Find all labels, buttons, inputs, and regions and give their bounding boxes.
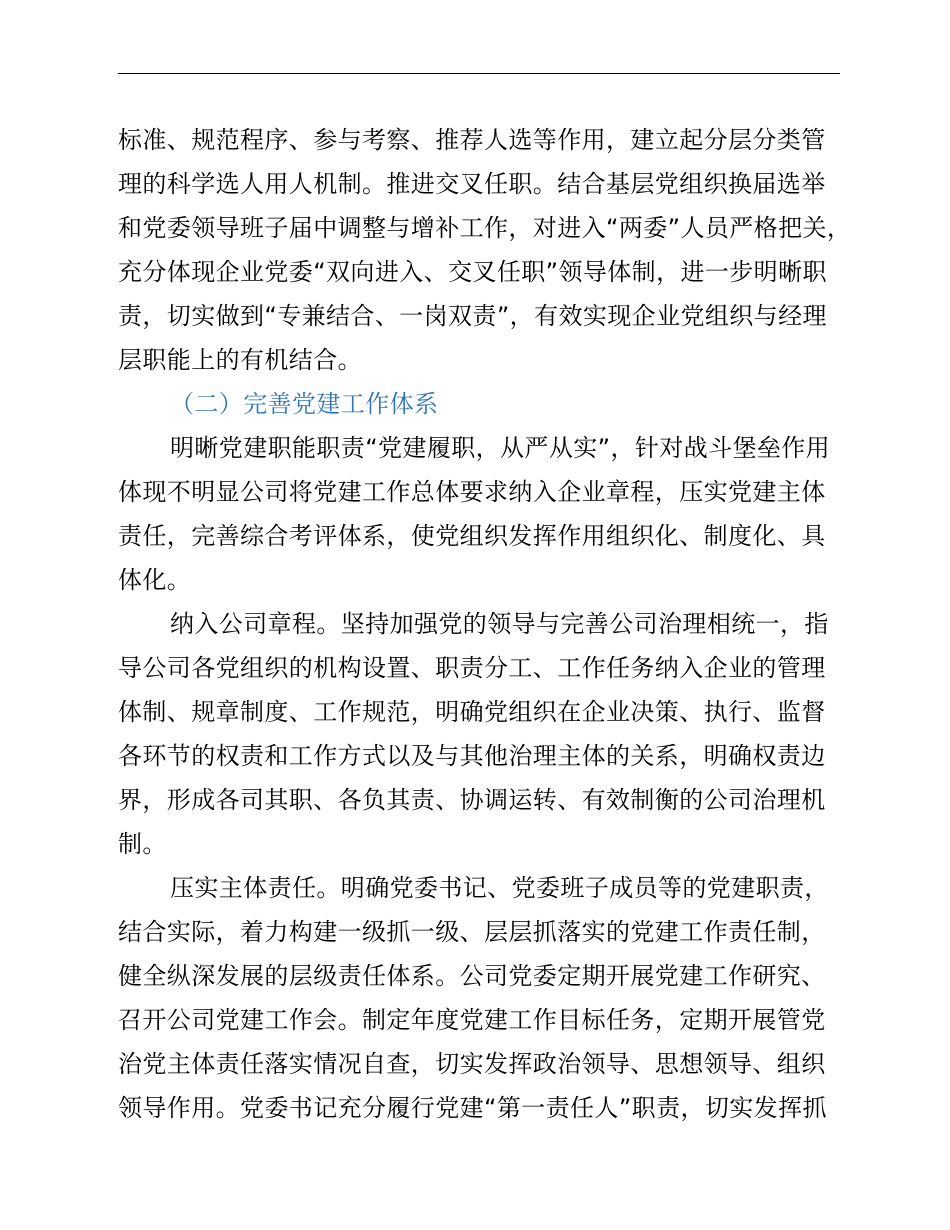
text-line: 各环节的权责和工作方式以及与其他治理主体的关系，明确权责边 <box>118 742 826 770</box>
text-line: 领导作用。党委书记充分履行党建“第一责任人”职责，切实发挥抓 <box>118 1094 827 1122</box>
body-text <box>118 118 858 1130</box>
text-line: 导公司各党组织的机构设置、职责分工、工作任务纳入企业的管理 <box>118 654 826 682</box>
section-heading: （二）完善党建工作体系 <box>170 390 439 418</box>
text-line: 体现不明显公司将党建工作总体要求纳入企业章程，压实党建主体 <box>118 478 826 506</box>
text-line: 明晰党建职能职责“党建履职，从严从实”，针对战斗堡垒作用 <box>170 434 831 462</box>
text-line: 责任，完善综合考评体系，使党组织发挥作用组织化、制度化、具 <box>118 522 826 550</box>
text-line: 召开公司党建工作会。制定年度党建工作目标任务，定期开展管党 <box>118 1006 826 1034</box>
text-line: 纳入公司章程。坚持加强党的领导与完善公司治理相统一，指 <box>170 610 829 638</box>
text-line: 体制、规章制度、工作规范，明确党组织在企业决策、执行、监督 <box>118 698 826 726</box>
text-line: 理的科学选人用人机制。推进交叉任职。结合基层党组织换届选举 <box>118 170 826 198</box>
text-line: 充分体现企业党委“双向进入、交叉任职”领导体制，进一步明晰职 <box>118 258 827 286</box>
text-line: 治党主体责任落实情况自查，切实发挥政治领导、思想领导、组织 <box>118 1050 826 1078</box>
text-line: 制。 <box>118 830 167 858</box>
text-line: 结合实际，着力构建一级抓一级、层层抓落实的党建工作责任制， <box>118 918 826 946</box>
text-line: 责，切实做到“专兼结合、一岗双责”，有效实现企业党组织与经理 <box>118 302 827 330</box>
text-line: 层职能上的有机结合。 <box>118 346 362 374</box>
text-line: 健全纵深发展的层级责任体系。公司党委定期开展党建工作研究、 <box>118 962 826 990</box>
text-line: 体化。 <box>118 566 192 594</box>
text-line: 压实主体责任。明确党委书记、党委班子成员等的党建职责， <box>170 874 829 902</box>
text-line: 界，形成各司其职、各负其责、协调运转、有效制衡的公司治理机 <box>118 786 826 814</box>
header-rule <box>118 73 840 74</box>
text-line: 标准、规范程序、参与考察、推荐人选等作用，建立起分层分类管 <box>118 126 826 154</box>
text-line: 和党委领导班子届中调整与增补工作，对进入“两委”人员严格把关， <box>118 214 852 242</box>
